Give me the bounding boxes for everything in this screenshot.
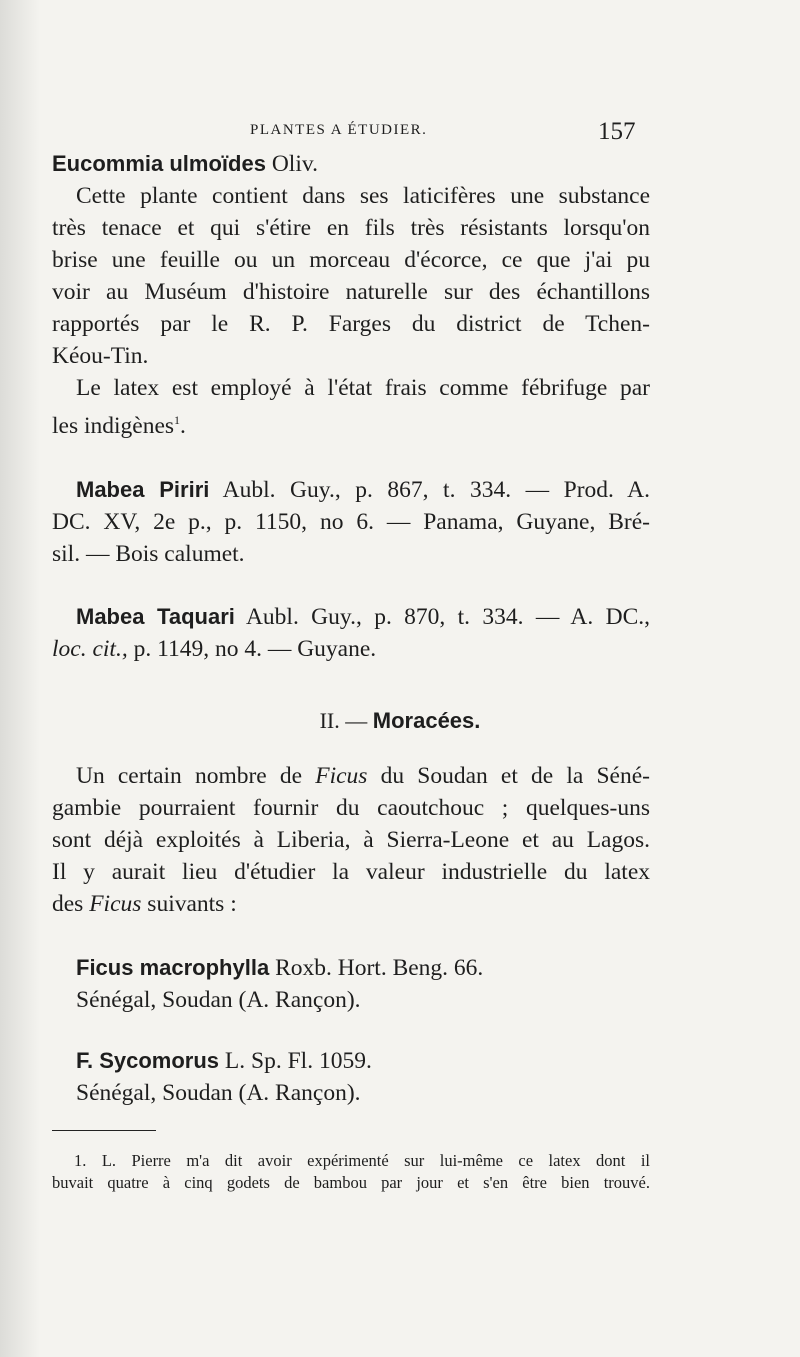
text-line: Kéou-Tin. [52,343,149,369]
entry-mabea-piriri [52,474,650,570]
text-fragment: les indigènes [52,412,175,439]
text-line: brise une feuille ou un morceau d'écorce, ce que j'ai pu [52,247,650,273]
italic-genus: Ficus [315,763,368,789]
species-name: Eucommia ulmoïdes [52,151,266,176]
text-line [52,1045,650,1077]
text-line: voir au Muséum d'histoire naturelle sur des échantillons [52,279,650,305]
text-line [52,888,650,920]
text-line [52,633,650,665]
entry-ficus-macrophylla [52,952,650,1016]
text-fragment: Un certain nombre de [76,763,316,789]
text-line [52,474,650,506]
page-header [0,118,800,148]
text-fragment: des [52,891,90,917]
species-author: Oliv. [265,151,318,177]
entry-eucommia [52,148,650,439]
footnote-mark: 1 [174,413,181,427]
footnote-line: buvait quatre à cinq godets de bambou par jour et s'en être bien trouvé. [52,1173,650,1192]
italic-citation: loc. cit., [52,636,128,662]
text-fragment: p. 1149, no 4. — Guyane. [127,636,377,662]
species-reference: Aubl. Guy., p. 870, t. 334. — A. DC., [234,604,650,630]
text-line: Il y aurait lieu d'étudier la valeur industrielle du latex [52,859,650,885]
text-fragment: du Soudan et de la Séné- [367,763,650,789]
page-number: 157 [598,118,636,145]
page-edge-shadow [0,0,40,1357]
text-line: sont déjà exploités à Liberia, à Sierra-Leone et au Lagos. [52,827,650,853]
section-title: Moracées. [372,708,481,733]
text-fragment: . [180,412,186,439]
section-number: II. — [319,708,373,733]
text-fragment: suivants : [141,891,237,917]
text-line: Sénégal, Soudan (A. Rançon). [76,1080,361,1106]
moracees-paragraph [52,760,650,920]
text-line: Sénégal, Soudan (A. Rançon). [76,987,361,1013]
text-line: DC. XV, 2e p., p. 1150, no 6. — Panama, Guyane, Bré- [52,509,650,535]
text-line [52,601,650,633]
species-reference: Roxb. Hort. Beng. 66. [269,955,484,981]
text-line: Cette plante contient dans ses laticifères une substance [76,183,650,209]
text-line [52,760,650,792]
text-line: Le latex est employé à l'état frais comme fébrifuge par [76,375,650,401]
text-line: gambie pourraient fournir du caoutchouc ; quelques-uns [52,795,650,821]
entry-ficus-sycomorus [52,1045,650,1109]
entry-mabea-taquari [52,601,650,665]
species-reference: Aubl. Guy., p. 867, t. 334. — Prod. A. [209,477,650,503]
section-heading [0,706,800,736]
entry-title-line [52,148,650,180]
species-name: F. Sycomorus [76,1048,220,1073]
italic-genus: Ficus [89,891,142,917]
text-line: très tenace et qui s'étire en fils très résistants lorsqu'on [52,215,650,241]
species-name: Mabea Taquari [76,604,235,629]
species-name: Mabea Piriri [76,477,210,502]
text-line: rapportés par le R. P. Farges du district de Tchen- [52,311,650,337]
species-name: Ficus macrophylla [76,955,270,980]
footnote-line: 1. L. Pierre m'a dit avoir expérimenté sur lui-même ce latex dont il [74,1151,650,1170]
species-reference: L. Sp. Fl. 1059. [219,1048,372,1074]
running-head: PLANTES A ÉTUDIER. [250,122,428,138]
text-line [52,952,650,984]
text-line: sil. — Bois calumet. [52,541,245,567]
footnote [52,1150,650,1194]
text-line [52,404,650,439]
footnote-rule [52,1130,156,1131]
